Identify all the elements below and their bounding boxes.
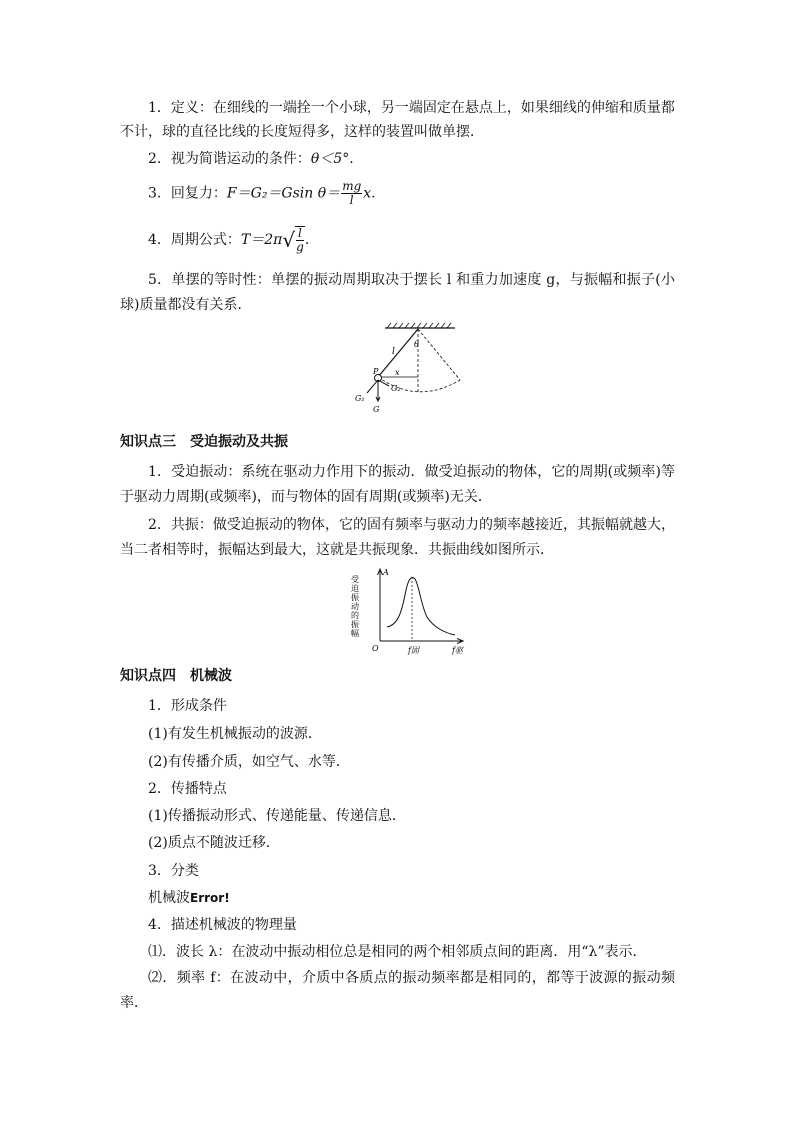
wavelength-def: ⑴．波长 λ：在波动中振动相位总是相同的两个相邻质点间的距离．用“λ”表示． [148, 944, 647, 960]
frequency-def: ⑵．频率 f：在波动中，介质中各质点的振动频率都是相同的，都等于波源的振动频率． [120, 970, 675, 1011]
label-x: x [395, 368, 400, 377]
pendulum-diagram [345, 320, 470, 418]
propagation-2: (2)质点不随波迁移． [148, 835, 280, 851]
label-l: l [392, 347, 395, 357]
pendulum-definition-line2: 不计，球的直径比线的长度短得多，这样的装置叫做单摆． [120, 124, 484, 140]
classification-title: 3．分类 [148, 863, 199, 879]
period-fraction [296, 227, 304, 254]
formation-condition-title: 1．形成条件 [148, 698, 227, 714]
restoring-force-tail: x. [363, 185, 376, 202]
period-formula [148, 226, 703, 254]
isochronism: 5．单摆的等时性：单摆的振动周期取决于摆长 l 和重力加速度 g，与振幅和振子(小球)质量都没有关系． [120, 272, 675, 313]
resonance-curve-diagram [345, 565, 475, 657]
label-P: P [373, 367, 379, 376]
ceiling-hatch [385, 323, 455, 328]
resonance: 2．共振：做受迫振动的物体，它的固有频率与驱动力的频率越接近，其振幅就越大，当二者相等时，振幅达到最大，这就是共振现象．共振曲线如图所示． [120, 517, 675, 558]
period-formula-main: T＝2π [240, 232, 283, 248]
fraction-denominator: l [349, 193, 354, 207]
resonance-curve [387, 578, 455, 635]
label-G1: G₁ [355, 394, 365, 403]
sqrt-symbol: √ $\frac{l}{g}$ [282, 226, 304, 254]
restoring-force-fraction [341, 180, 362, 207]
propagation-title: 2．传播特点 [148, 781, 227, 797]
shm-condition-formula: θ＜5°. [310, 151, 354, 167]
label-G2: G₂ [391, 384, 401, 393]
axis-label-A: A [383, 568, 389, 577]
propagation-1: (1)传播振动形式、传递能量、传递信息． [148, 808, 406, 824]
extreme-dashed-line [418, 329, 460, 380]
section3-heading: 知识点三 受迫振动及共振 [120, 434, 288, 450]
origin-label: O [372, 644, 379, 653]
g1-arrow [367, 380, 378, 393]
shm-condition [148, 147, 703, 171]
y-axis-label: 受迫振动的振幅 [350, 575, 360, 638]
restoring-force-formula: F＝G₂＝Gsin θ＝ [226, 185, 341, 202]
physical-quantities-title: 4．描述机械波的物理量 [148, 917, 297, 933]
fraction-numerator: l [298, 226, 302, 240]
classification-line [148, 886, 703, 910]
formation-condition-1: (1)有发生机械振动的波源． [148, 726, 322, 742]
formation-condition-2: (2)有传播介质，如空气、水等． [148, 754, 350, 770]
label-theta: θ [414, 340, 419, 349]
fraction-denominator: g [296, 240, 304, 254]
pendulum-definition-line1: 1．定义：在细线的一端拴一个小球，另一端固定在悬点上，如果细线的伸缩和质量都 [148, 100, 675, 116]
restoring-force-label: 3．回复力： [148, 185, 227, 202]
period-formula-label: 4．周期公式： [148, 232, 241, 248]
forced-vibration: 1．受迫振动：系统在驱动力作用下的振动．做受迫振动的物体，它的周期(或频率)等于驱动力周期(或频率)，而与物体的固有周期(或频率)无关． [120, 464, 675, 505]
classification-prefix: 机械波 [148, 890, 190, 906]
error-text: Error! [190, 891, 230, 905]
f-natural-label: f固 [408, 646, 419, 655]
label-G: G [373, 405, 380, 414]
section4-heading: 知识点四 机械波 [120, 668, 232, 684]
f-drive-label: f驱 [452, 646, 463, 655]
period-formula-tail: . [304, 232, 310, 248]
restoring-force [148, 180, 703, 207]
fraction-numerator: mg [342, 179, 362, 193]
shm-condition-label: 2．视为简谐运动的条件： [148, 151, 311, 167]
